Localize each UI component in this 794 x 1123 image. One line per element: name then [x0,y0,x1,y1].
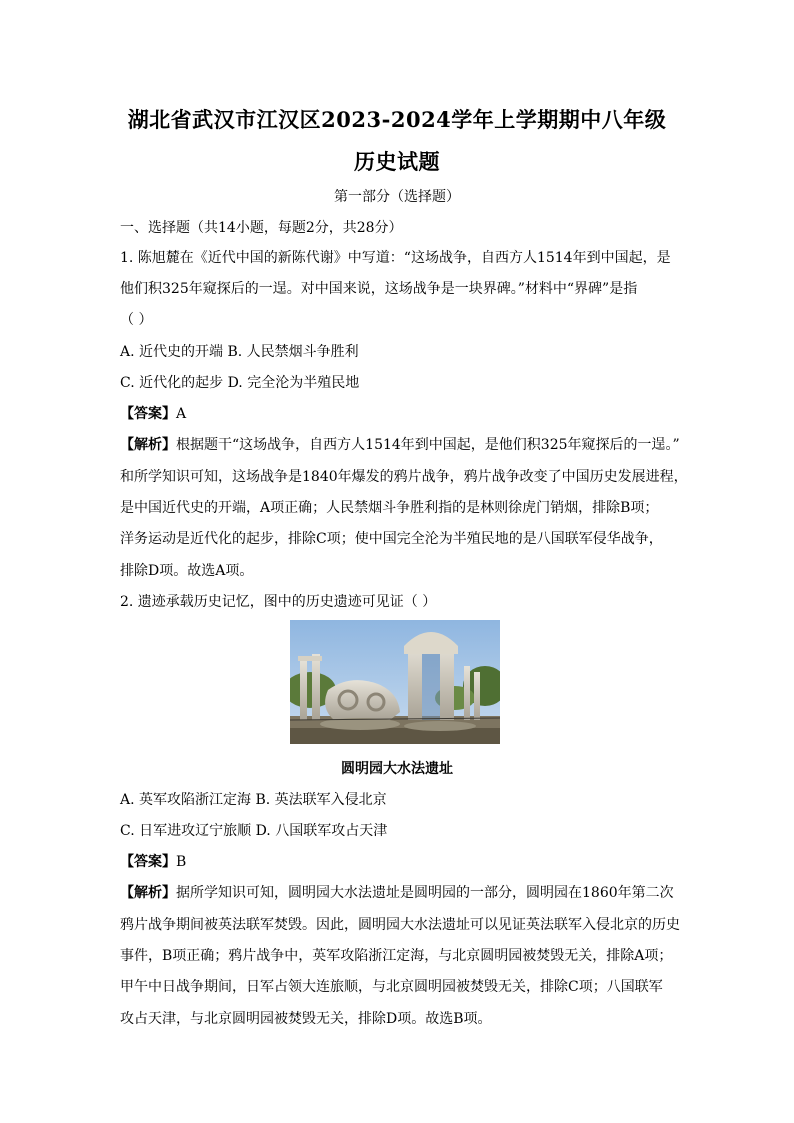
q1-analysis-label: 【解析】 [120,437,176,453]
q2-stem: 2. 遗迹承载历史记忆，图中的历史遗迹可见证（ ） [120,594,437,610]
q2-analysis-text-1: 据所学知识可知，圆明园大水法遗址是圆明园的一部分，圆明园在1860年第二次 [176,885,674,901]
yuanmingyuan-ruins-photo [290,620,500,744]
photo-caption: 圆明园大水法遗址 [341,761,453,777]
q2-analysis-line-3: 事件，B项正确；鸦片战争中，英军攻陷浙江定海，与北京圆明园被焚毁无关，排除A项； [120,948,673,964]
q2-answer [120,853,186,871]
q1-options-line-1: A. 近代史的开端 B. 人民禁烟斗争胜利 [120,344,359,360]
q1-stem-line-3: （ ） [120,312,153,328]
q1-analysis-text-1: 根据题干“这场战争，自西方人1514年到中国起，是他们积325年窥探后的一逞。” [176,437,680,453]
q2-analysis-line-4: 甲午中日战争期间，日军占领大连旅顺，与北京圆明园被焚毁无关，排除C项；八国联军 [120,979,663,995]
q1-analysis-line-4: 洋务运动是近代化的起步，排除C项；使中国完全沦为半殖民地的是八国联军侵华战争， [120,531,663,547]
q1-answer-value: A [176,406,187,422]
q2-analysis-line-5: 攻占天津，与北京圆明园被焚毁无关，排除D项。故选B项。 [120,1011,492,1027]
q2-analysis-line-2: 鸦片战争期间被英法联军焚毁。因此，圆明园大水法遗址可以见证英法联军入侵北京的历史 [120,917,680,933]
q2-analysis-line-1 [120,884,674,902]
q2-options-line-1: A. 英军攻陷浙江定海 B. 英法联军入侵北京 [120,792,387,808]
document-title: 湖北省武汉市江汉区2023-2024学年上学期期中八年级 [127,107,667,132]
q2-answer-value: B [176,854,187,870]
q2-options-line-2: C. 日军进攻辽宁旅顺 D. 八国联军攻占天津 [120,823,388,839]
q1-options-line-2: C. 近代化的起步 D. 完全沦为半殖民地 [120,375,360,391]
q1-answer-label: 【答案】 [120,406,176,422]
q1-analysis-line-5: 排除D项。故选A项。 [120,563,254,579]
q2-analysis-label: 【解析】 [120,885,176,901]
part-label: 第一部分（选择题） [334,189,460,205]
q1-answer [120,405,186,423]
q1-analysis-line-2: 和所学知识可知，这场战争是1840年爆发的鸦片战争，鸦片战争改变了中国历史发展进程， [120,469,688,485]
q1-stem-line-1: 1. 陈旭麓在《近代中国的新陈代谢》中写道：“这场战争，自西方人1514年到中国起，是 [120,250,671,266]
section-heading: 一、选择题（共14小题，每题2分，共28分） [120,220,403,236]
document-subtitle: 历史试题 [354,149,440,174]
q1-analysis-line-3: 是中国近代史的开端，A项正确；人民禁烟斗争胜利指的是林则徐虎门销烟，排除B项； [120,500,659,516]
q2-answer-label: 【答案】 [120,854,176,870]
q1-stem-line-2: 他们积325年窥探后的一逞。对中国来说，这场战争是一块界碑。”材料中“界碑”是指 [120,281,638,297]
q1-analysis-line-1 [120,436,680,454]
